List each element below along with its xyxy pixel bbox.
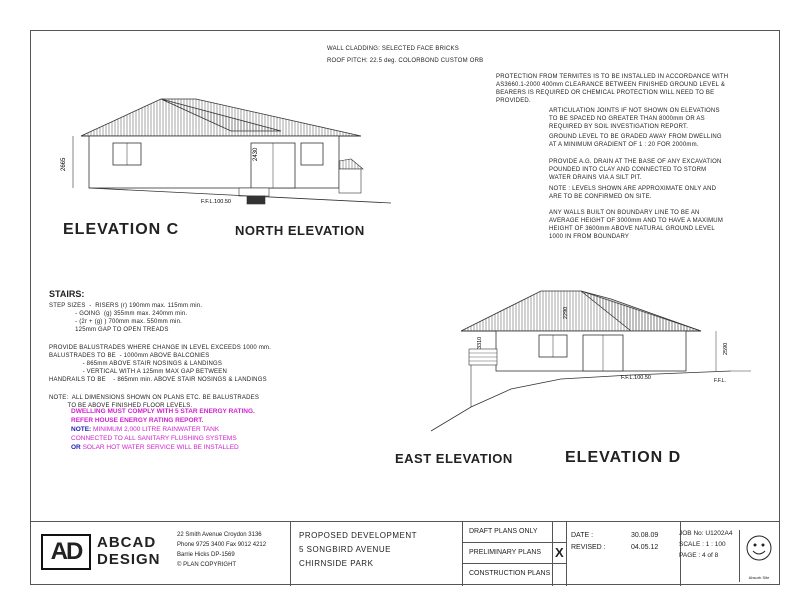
company-logo: AD xyxy=(41,534,91,570)
stairs-line-10: NOTE: ALL DIMENSIONS SHOWN ON PLANS ETC. BE BALUSTRADES xyxy=(49,395,260,401)
status-mark-column xyxy=(553,522,567,586)
boundary-note: ANY WALLS BUILT ON BOUNDARY LINE TO BE AN AVERAGE HEIGHT OF 3000mm AND TO HAVE A MAXIMUM HEIGHT OF 3600mm ABOVE NATURAL GROUND LEVEL 1000 IN FROM BOUNDARY xyxy=(549,210,724,240)
energy-line-1: DWELLING MUST COMPLY WITH 5 STAR ENERGY RATING. xyxy=(71,408,255,415)
job-label: JOB No: xyxy=(679,530,704,537)
height-dim-d: 2590 xyxy=(723,342,729,355)
scale-label: SCALE : xyxy=(679,541,704,548)
ffl-d: F.F.L.100.50 xyxy=(621,375,651,381)
smiley-icon xyxy=(740,530,778,570)
project-block xyxy=(291,522,463,586)
company-contact: Barrie Hicks DP-1569 xyxy=(177,552,235,558)
revised-label: REVISED : xyxy=(571,544,606,551)
energy-note-text: MINIMUM 2,000 LITRE RAINWATER TANK xyxy=(93,426,220,433)
company-phone: Phone 9725 3400 Fax 9012 4212 xyxy=(177,542,267,548)
company-block xyxy=(31,522,291,586)
elevation-d-label: ELEVATION D xyxy=(565,449,682,466)
drain-note: PROVIDE A.G. DRAIN AT THE BASE OF ANY EXCAVATION POUNDED INTO CLAY AND CONNECTED TO STORM WATER DRAINS VIA A SILT PIT. xyxy=(549,159,722,181)
project-line-2: 5 SONGBIRD AVENUE xyxy=(299,545,391,554)
preliminary-plans: PRELIMINARY PLANS xyxy=(463,543,552,564)
energy-note-label: NOTE: xyxy=(71,426,92,433)
project-line-1: PROPOSED DEVELOPMENT xyxy=(299,531,418,540)
elevation-c-label: ELEVATION C xyxy=(63,221,180,238)
title-block xyxy=(31,521,779,586)
stairs-line-1: STEP SIZES - RISERS (r) 190mm max. 115mm min. xyxy=(49,303,203,309)
smiley-block xyxy=(739,530,778,582)
elevation-d-drawing xyxy=(431,279,751,439)
energy-or-label: OR xyxy=(71,444,81,451)
plan-status-block xyxy=(463,522,553,586)
date-label: DATE : xyxy=(571,532,594,539)
stairs-title: STAIRS: xyxy=(49,289,85,299)
stairs-notes xyxy=(49,289,309,410)
stairs-line-5: PROVIDE BALUSTRADES WHERE CHANGE IN LEVEL EXCEEDS 1000 mm. xyxy=(49,345,272,351)
energy-line-4: CONNECTED TO ALL SANITARY FLUSHING SYSTEMS xyxy=(71,435,237,442)
job-value: U1202A4 xyxy=(705,530,733,537)
articulation-note: ARTICULATION JOINTS IF NOT SHOWN ON ELEVATIONS TO BE SPACED NO GREATER THAN 8000mm OR AS REQUIRED BY SOIL INVESTIGATION REPORT. xyxy=(549,108,720,130)
smiley-caption: Absorb Site xyxy=(748,575,770,580)
roof-dim-d: 2290 xyxy=(563,306,569,319)
energy-notes xyxy=(71,407,311,452)
scale-value: 1 : 100 xyxy=(705,541,726,548)
elevation-c-drawing xyxy=(51,91,411,211)
revised-value: 04.05.12 xyxy=(631,544,659,551)
job-block xyxy=(681,522,735,586)
ffl-d-right: F.F.L. xyxy=(714,378,726,384)
stairs-line-11: TO BE ABOVE FINISHED FLOOR LEVELS. xyxy=(49,403,193,409)
ffl-c: F.F.L.100.50 xyxy=(201,199,231,205)
company-name-2: DESIGN xyxy=(97,551,161,568)
energy-or-text: SOLAR HOT WATER SERVICE WILL BE INSTALLED xyxy=(82,444,239,451)
levels-note: NOTE : LEVELS SHOWN ARE APPROXIMATE ONLY AND ARE TO BE CONFIRMED ON SITE. xyxy=(549,186,717,200)
project-line-3: CHIRNSIDE PARK xyxy=(299,559,374,568)
roof-note: ROOF PITCH: 22.5 deg. COLORBOND CUSTOM ORB xyxy=(327,58,484,64)
stairs-line-9: HANDRAILS TO BE - 865mm min. ABOVE STAIR NOSINGS & LANDINGS xyxy=(49,377,267,383)
stairs-line-7: - 865mm ABOVE STAIR NOSINGS & LANDINGS xyxy=(49,361,223,367)
ground-level-note: GROUND LEVEL TO BE GRADED AWAY FROM DWELLING AT A MINIMUM GRADIENT OF 1 : 20 FOR 2000mm. xyxy=(549,134,722,148)
stairs-line-6: BALUSTRADES TO BE - 1000mm ABOVE BALCONIES xyxy=(49,353,210,359)
window-c-2 xyxy=(301,143,323,165)
date-value: 30.08.09 xyxy=(631,532,659,539)
stairs-line-4: 125mm GAP TO OPEN TREADS xyxy=(49,327,169,333)
height-dim-c: 2665 xyxy=(61,157,67,171)
company-address: 22 Smith Avenue Croydon 3136 xyxy=(177,532,262,538)
east-elevation-label: EAST ELEVATION xyxy=(395,451,513,466)
termite-note: PROTECTION FROM TERMITES IS TO BE INSTALLED IN ACCORDANCE WITH AS3660.1-2000 400mm CLEARANCE BETWEEN FINISHED GROUND LEVEL & BEARERS IS REQUIRED OR CHEMICAL PROTECTION WILL NEED TO BE PROVIDED. xyxy=(496,74,729,104)
cladding-note: WALL CLADDING: SELECTED FACE BRICKS xyxy=(327,46,459,52)
stairs-line-3: - (2r + (g) ) 700mm max. 550mm min. xyxy=(49,319,182,325)
page-label: PAGE : xyxy=(679,552,701,559)
dates-block xyxy=(567,522,681,586)
stairs-line-8: - VERTICAL WITH A 125mm MAX GAP BETWEEN xyxy=(49,369,227,375)
left-dim-d: 3310 xyxy=(477,336,483,349)
copyright: © PLAN COPYRIGHT xyxy=(177,562,237,568)
north-elevation-label: NORTH ELEVATION xyxy=(235,223,365,238)
drawing-sheet xyxy=(30,30,780,585)
page-value: 4 of 8 xyxy=(702,552,719,559)
preliminary-x-mark: X xyxy=(553,543,566,564)
roof-dim-c: 2430 xyxy=(253,147,259,161)
draft-plans: DRAFT PLANS ONLY xyxy=(463,522,552,543)
energy-line-2: REFER HOUSE ENERGY RATING REPORT. xyxy=(71,417,204,424)
company-name-1: ABCAD xyxy=(97,534,157,551)
construction-plans: CONSTRUCTION PLANS xyxy=(469,570,551,577)
stairs-line-2: - GOING (g) 355mm max. 240mm min. xyxy=(49,311,188,317)
